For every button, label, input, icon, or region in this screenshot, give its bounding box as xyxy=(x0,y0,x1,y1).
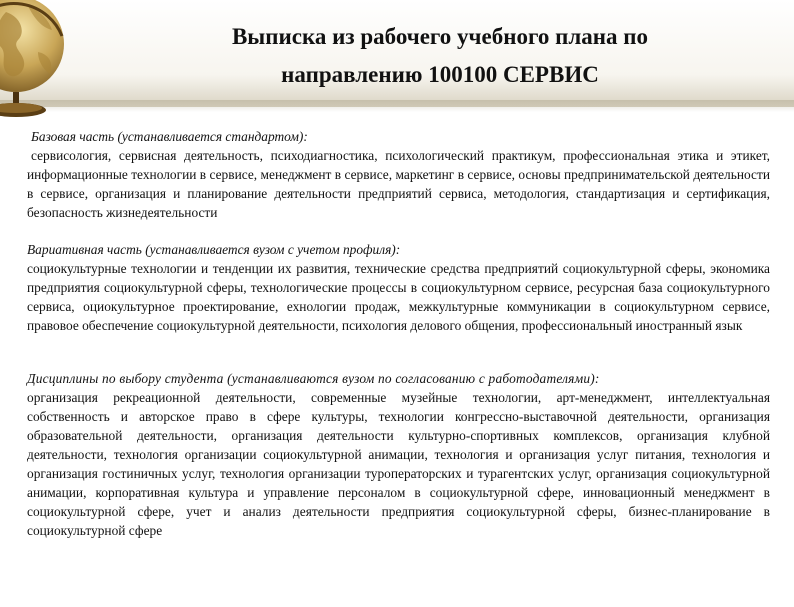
section-heading: Дисциплины по выбору студента (устанавливаются вузом по согласованию с работодателями): xyxy=(27,371,600,386)
section-elective-disciplines xyxy=(27,369,770,540)
title-line-1: Выписка из рабочего учебного плана по xyxy=(231,24,649,49)
section-heading: Вариативная часть (устанавливается вузом с учетом профиля): xyxy=(27,242,401,257)
globe-icon xyxy=(0,0,76,124)
section-variable-part xyxy=(27,240,770,335)
title-line-2: направлению 100100 СЕРВИС xyxy=(281,62,599,87)
section-body: социокультурные технологии и тенденции их развития, технические средства предприятий социокультурной сферы, экономика предприятия социокультурной сферы, технологические процессы в социокультурном сервисе, ресурсная база социокультурного сервиса, оциокультурное проектирование, ехнологии продаж, межкультурные коммуникации в социокультурном сервисе, правовое обеспечение социокультурной деятельности, психология делового общения, профессиональный иностранный язык xyxy=(27,261,770,333)
section-body: сервисология, сервисная деятельность, психодиагностика, психологический практикум, профессиональная этика и этикет, информационные технологии в сервисе, менеджмент в сервисе, маркетинг в сервисе, основы предпринимательской деятельности в сервисе, организация и планирование деятельности предприятий сервиса, методология, стандартизация и сертификация, безопасность жизнедеятельности xyxy=(27,148,770,220)
section-basic-part xyxy=(27,127,770,222)
header-divider xyxy=(0,100,794,112)
page-title xyxy=(120,18,760,94)
section-body: организация рекреационной деятельности, современные музейные технологии, арт-менеджмент, интеллектуальная собственность и авторское право в сфере культуры, технологии конгрессно-выставочной деятельности, организация образовательной деятельности, организация деятельности культурно-спортивных комплексов, организация клубной деятельности, технология организации социокультурной анимации, технология и организация услуг питания, технология и организация гостиничных услуг, технология организации туроператорских и турагентских услуг, организация социокультурной анимации, корпоративная культура и управление персоналом в социокультурной сфере, инновационный менеджмент в социокультурной сфере, учет и анализ деятельности предприятия социокультурной сферы, бизнес-планирование в социокультурной сфере xyxy=(27,390,770,538)
section-heading: Базовая часть (устанавливается стандартом): xyxy=(31,129,308,144)
